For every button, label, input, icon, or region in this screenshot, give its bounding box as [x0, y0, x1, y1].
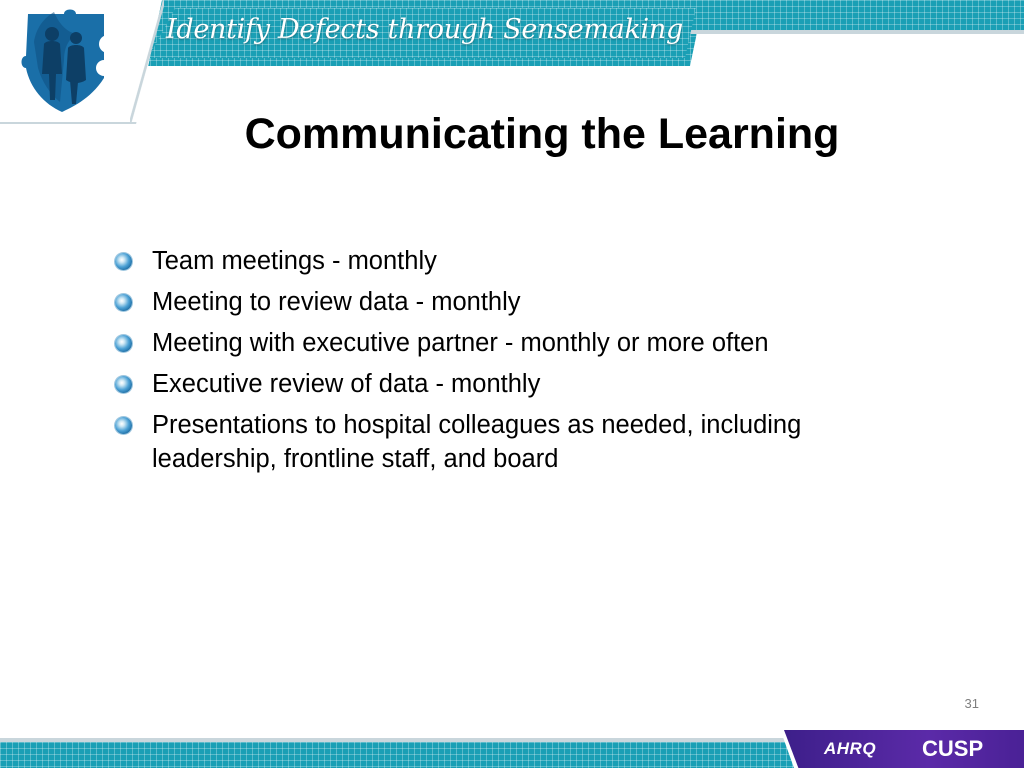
- footer-brand-bar: [784, 730, 1024, 768]
- bullet-text: Meeting with executive partner - monthly or more often: [152, 329, 769, 357]
- bullet-item: [112, 244, 912, 278]
- ahrq-logo: AHRQ: [824, 739, 877, 758]
- bullet-dot-icon: [115, 294, 132, 311]
- bullet-item: [112, 408, 912, 476]
- header-white-cutout: [690, 34, 1024, 66]
- bullet-dot-icon: [115, 335, 132, 352]
- bullet-dot-icon: [115, 417, 132, 434]
- cusp-logo: CUSP: [922, 736, 984, 761]
- bullet-text: Team meetings - monthly: [152, 247, 437, 275]
- bullet-dot-icon: [115, 253, 132, 270]
- page-number: 31: [964, 696, 979, 711]
- header-separator-line: [690, 30, 1024, 34]
- slide-title: Communicating the Learning: [244, 110, 840, 158]
- bullet-item: [112, 367, 912, 401]
- bullet-item: [112, 326, 912, 360]
- bullet-item: [112, 285, 912, 319]
- bullet-text: Meeting to review data - monthly: [152, 288, 521, 316]
- bullet-text: Executive review of data - monthly: [152, 370, 541, 398]
- bullet-list: [112, 244, 912, 483]
- header-title: Identify Defects through Sensemaking: [166, 14, 683, 45]
- logo-panel-edge: [130, 0, 164, 122]
- bullet-dot-icon: [115, 376, 132, 393]
- bullet-text: Presentations to hospital colleagues as needed, including leadership, frontline staff, and board: [152, 411, 802, 473]
- puzzle-people-logo-icon: [20, 8, 130, 117]
